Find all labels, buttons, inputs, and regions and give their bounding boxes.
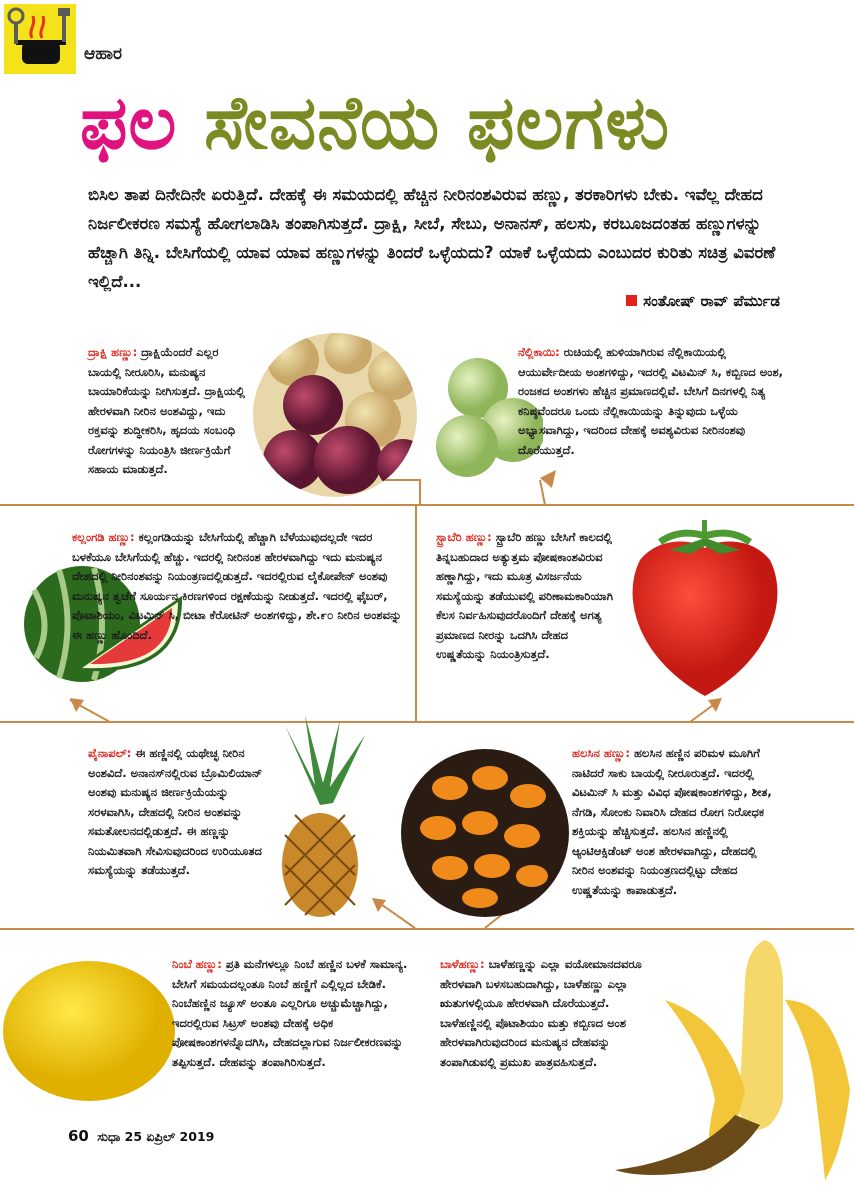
page-number: 60 xyxy=(68,1127,89,1145)
fruit-block-jackfruit xyxy=(572,744,782,900)
fruit-body: ದ್ರಾಕ್ಷಿಯೆಂದರೆ ಎಲ್ಲರ ಬಾಯಲ್ಲಿ ನೀರೂರಿಸಿ, ಮನುಷ್ಯನ ಬಾಯಾರಿಕೆಯನ್ನು ನೀಗಿಸುತ್ತದೆ. ದ್ರಾಕ್ಷಿಯಲ್ಲಿ ಹೇರಳವಾಗಿ ನೀರಿನ ಅಂಶವಿದ್ದು, ಇದು ರಕ್ತವನ್ನು ಶುದ್ಧೀಕರಿಸಿ, ಹೃದಯ ಸಂಬಂಧಿ ರೋಗಗಳನ್ನು ನಿಯಂತ್ರಿಸಿ ಜೀರ್ಣಕ್ರಿಯೆಗೆ ಸಹಾಯ ಮಾಡುತ್ತದೆ. xyxy=(88,345,245,476)
fruit-body: ಪ್ರತಿ ಮನೆಗಳಲ್ಲೂ ನಿಂಬೆ ಹಣ್ಣಿನ ಬಳಕೆ ಸಾಮಾನ್ಯ. ಬೇಸಿಗೆ ಸಮಯದಲ್ಲಂತೂ ನಿಂಬೆ ಹಣ್ಣಿಗೆ ಎಲ್ಲಿಲ್ಲದ ಬೇಡಿಕೆ. ನಿಂಬೆಹಣ್ಣಿನ ಜ್ಯೂಸ್ ಅಂತೂ ಎಲ್ಲರಿಗೂ ಅಚ್ಚುಮೆಚ್ಚಾಗಿದ್ದು, ಇದರಲ್ಲಿರುವ ಸಿಟ್ರಸ್ ಅಂಶವು ದೇಹಕ್ಕೆ ಅಧಿಕ ಪೋಷಕಾಂಶಗಳನ್ನೊದಗಿಸಿ, ದೇಹದಲ್ಲಾಗುವ ನಿರ್ಜಲೀಕರಣವನ್ನು ತಪ್ಪಿಸುತ್ತದೆ. ದೇಹವನ್ನು ತಂಪಾಗಿರಿಸುತ್ತದೆ. xyxy=(172,957,408,1069)
lemon-image xyxy=(0,955,178,1105)
fruit-block-strawberry xyxy=(436,528,616,665)
fruit-heading: ಹಲಸಿನ ಹಣ್ಣು: xyxy=(572,746,630,760)
intro-paragraph: ಬಿಸಿಲ ತಾಪ ದಿನೇದಿನೇ ಏರುತ್ತಿದೆ. ದೇಹಕ್ಕೆ ಈ ಸಮಯದಲ್ಲಿ ಹೆಚ್ಚಿನ ನೀರಿನಂಶವಿರುವ ಹಣ್ಣು, ತರಕಾರಿಗಳು ಬೇಕು. ಇವೆಲ್ಲ ದೇಹದ ನಿರ್ಜಲೀಕರಣ ಸಮಸ್ಯೆ ಹೋಗಲಾಡಿಸಿ ತಂಪಾಗಿಸುತ್ತದೆ. ದ್ರಾಕ್ಷಿ, ಸೀಬೆ, ಸೇಬು, ಅನಾನಸ್, ಹಲಸು, ಕರಬೂಜದಂತಹ ಹಣ್ಣುಗಳನ್ನು ಹೆಚ್ಚಾಗಿ ತಿನ್ನಿ. ಬೇಸಿಗೆಯಲ್ಲಿ ಯಾವ ಯಾವ ಹಣ್ಣುಗಳನ್ನು ತಿಂದರೆ ಒಳ್ಳೆಯದು? ಯಾಕೆ ಒಳ್ಳೆಯದು ಎಂಬುದರ ಕುರಿತು ಸಚಿತ್ರ ವಿವರಣೆ ಇಲ್ಲಿದೆ... xyxy=(88,185,776,291)
fruit-heading: ನಿಂಬೆ ಹಣ್ಣು: xyxy=(172,957,222,971)
fruit-heading: ದ್ರಾಕ್ಷಿ ಹಣ್ಣು: xyxy=(88,345,138,359)
title-part-2: ಸೇವನೆಯ ಫಲಗಳು xyxy=(204,80,671,166)
section-label: ಆಹಾರ xyxy=(84,44,122,64)
fruit-block-grapes xyxy=(88,343,250,480)
grapes-image xyxy=(253,330,418,500)
fruit-heading: ಬಾಳೆಹಣ್ಣು: xyxy=(440,957,485,971)
fruit-heading: ನೆಲ್ಲಿಕಾಯಿ: xyxy=(518,345,560,359)
pineapple-image xyxy=(265,715,375,920)
fruit-block-banana xyxy=(440,955,658,1072)
jackfruit-image xyxy=(400,748,570,918)
fruit-body: ರುಚಿಯಲ್ಲಿ ಹುಳಿಯಾಗಿರುವ ನೆಲ್ಲಿಕಾಯಿಯಲ್ಲಿ ಆಯುರ್ವೇದೀಯ ಅಂಶಗಳಿದ್ದು, ಇದರಲ್ಲಿ ವಿಟಮಿನ್ ಸಿ, ಕಬ್ಬಿಣದ ಅಂಶ, ರಂಜಕದ ಅಂಶಗಳು ಹೆಚ್ಚಿನ ಪ್ರಮಾಣದಲ್ಲಿವೆ. ಬೇಸಿಗೆ ದಿನಗಳಲ್ಲಿ ನಿತ್ಯ ಕನಿಷ್ಠವೆಂದರೂ ಒಂದು ನೆಲ್ಲಿಕಾಯಿಯನ್ನು ತಿನ್ನುವುದು ಒಳ್ಳೆಯ ಅಭ್ಯಾಸವಾಗಿದ್ದು, ಇದರಿಂದ ದೇಹಕ್ಕೆ ಅವಶ್ಯವಿರುವ ನೀರಿನಂಶವು ದೊರೆಯುತ್ತದೆ. xyxy=(518,345,784,457)
fruit-body: ಈ ಹಣ್ಣಿನಲ್ಲಿ ಯಥೇಚ್ಛ ನೀರಿನ ಅಂಶವಿದೆ. ಅನಾನಸ್‌ನಲ್ಲಿರುವ ಬ್ರೊಮಿಲಿಯಾನ್ ಅಂಶವು ಮನುಷ್ಯನ ಜೀರ್ಣಕ್ರಿಯೆಯನ್ನು ಸರಳವಾಗಿಸಿ, ದೇಹದಲ್ಲಿ ನೀರಿನ ಅಂಶವನ್ನು ಸಮತೋಲನದಲ್ಲಿಡುತ್ತದೆ. ಈ ಹಣ್ಣನ್ನು ನಿಯಮಿತವಾಗಿ ಸೇವಿಸುವುದರಿಂದ ಉರಿಯೂತದ ಸಮಸ್ಯೆಯನ್ನು ತಡೆಯುತ್ತದೆ. xyxy=(88,746,263,877)
fruit-block-watermelon xyxy=(72,528,412,645)
fruit-heading: ಪೈನಾಪಲ್: xyxy=(88,746,132,760)
page-footer xyxy=(68,1127,214,1145)
fruit-block-pineapple xyxy=(88,744,263,881)
fruit-body: ಹಲಸಿನ ಹಣ್ಣಿನ ಪರಿಮಳ ಮೂಗಿಗೆ ನಾಟಿದರೆ ಸಾಕು ಬಾಯಲ್ಲಿ ನೀರೂರುತ್ತದೆ. ಇದರಲ್ಲಿ ವಿಟಮಿನ್ ಸಿ ಮತ್ತು ವಿವಿಧ ಪೋಷಕಾಂಶಗಳಿದ್ದು, ಶೀತ, ನೆಗಡಿ, ಸೋಂಕು ನಿವಾರಿಸಿ ದೇಹದ ರೋಗ ನಿರೋಧಕ ಶಕ್ತಿಯನ್ನು ಹೆಚ್ಚಿಸುತ್ತದೆ. ಹಲಸಿನ ಹಣ್ಣಿನಲ್ಲಿ ಆ್ಯಂಟಿಆಕ್ಸಿಡೆಂಟ್ ಅಂಶ ಹೇರಳವಾಗಿದ್ದು, ದೇಹದಲ್ಲಿ ನೀರಿನ ಅಂಶವನ್ನು ನಿಯಂತ್ರಣದಲ್ಲಿಟ್ಟು ದೇಹದ ಉಷ್ಣತೆಯನ್ನು ಕಾಪಾಡುತ್ತದೆ. xyxy=(572,746,772,897)
author-name: ಸಂತೋಷ್ ರಾವ್ ಪೆರ್ಮುಡ xyxy=(643,292,780,310)
strawberry-image xyxy=(620,520,790,700)
fruit-body: ಬಾಳೆಹಣ್ಣನ್ನು ಎಲ್ಲಾ ವಯೋಮಾನದವರೂ ಹೇರಳವಾಗಿ ಬಳಸಬಹುದಾಗಿದ್ದು, ಬಾಳೆಹಣ್ಣು ಎಲ್ಲಾ ಋತುಗಳಲ್ಲಿಯೂ ಹೇರಳವಾಗಿ ದೊರೆಯುತ್ತದೆ. ಬಾಳೆಹಣ್ಣಿನಲ್ಲಿ ಪೊಟಾಶಿಯಂ ಮತ್ತು ಕಬ್ಬಿಣದ ಅಂಶ ಹೇರಳವಾಗಿರುವುದರಿಂದ ಮನುಷ್ಯನ ದೇಹವನ್ನು ತಂಪಾಗಿಡುವಲ್ಲಿ ಪ್ರಮುಖ ಪಾತ್ರವಹಿಸುತ್ತದೆ. xyxy=(440,957,642,1069)
issue-date: ಸುಧಾ 25 ಏಪ್ರಿಲ್ 2019 xyxy=(97,1129,215,1144)
fruit-body: ಕಲ್ಲಂಗಡಿಯನ್ನು ಬೇಸಿಗೆಯಲ್ಲಿ ಹೆಚ್ಚಾಗಿ ಬೆಳೆಯುವುದಲ್ಲದೇ ಇದರ ಬಳಕೆಯೂ ಬೇಸಿಗೆಯಲ್ಲಿ ಹೆಚ್ಚು. ಇದರಲ್ಲಿ ನೀರಿನಂಶ ಹೇರಳವಾಗಿದ್ದು ಇದು ಮನುಷ್ಯನ ದೇಹದಲ್ಲಿ ನೀರಿನಂಶವನ್ನು ನಿಯಂತ್ರಣದಲ್ಲಿಡುತ್ತದೆ. ಇದರಲ್ಲಿರುವ ಲೈಕೋಪೇನ್ ಅಂಶವು ಮನುಷ್ಯನ ತ್ವಚೆಗೆ ಸೂರ್ಯನ ಕಿರಣಗಳಿಂದ ರಕ್ಷಣೆಯನ್ನು ನೀಡುತ್ತದೆ. ಇದರಲ್ಲಿ ಫೈಬರ್, ಪೊಟಾಶಿಯಂ, ವಿಟಮಿನ್ ಸಿ, ಬೀಟಾ ಕೆರೋಟಿನ್ ಅಂಶಗಳಿದ್ದು, ಶೇ.೯೦ ನೀರಿನ ಅಂಶವನ್ನು ಈ ಹಣ್ಣು ಹೊಂದಿದೆ. xyxy=(72,530,402,642)
fruit-heading: ಕಲ್ಲಂಗಡಿ ಹಣ್ಣು: xyxy=(72,530,135,544)
fruit-body: ಸ್ಟ್ರಾಬೆರಿ ಹಣ್ಣು ಬೇಸಿಗೆ ಕಾಲದಲ್ಲಿ ತಿನ್ನಬಹುದಾದ ಅತ್ಯುತ್ತಮ ಪೋಷಕಾಂಶವಿರುವ ಹಣ್ಣಾಗಿದ್ದು, ಇದು ಮೂತ್ರ ವಿಸರ್ಜನೆಯ ಸಮಸ್ಯೆಯನ್ನು ತಡೆಯುವಲ್ಲಿ ಪರಿಣಾಮಕಾರಿಯಾಗಿ ಕೆಲಸ ನಿರ್ವಹಿಸುವುದರೊಂದಿಗೆ ದೇಹಕ್ಕೆ ಅಗತ್ಯ ಪ್ರಮಾಣದ ನೀರನ್ನು ಒದಗಿಸಿ ದೇಹದ ಉಷ್ಣತೆಯನ್ನು ನಿಯಂತ್ರಿಸುತ್ತದೆ. xyxy=(436,530,614,661)
fruit-heading: ಸ್ಟ್ರಾಬೆರಿ ಹಣ್ಣು: xyxy=(436,530,492,544)
title-part-1: ಫಲ xyxy=(80,80,178,166)
fruit-block-lemon xyxy=(172,955,410,1072)
fruit-block-amla xyxy=(518,343,786,460)
